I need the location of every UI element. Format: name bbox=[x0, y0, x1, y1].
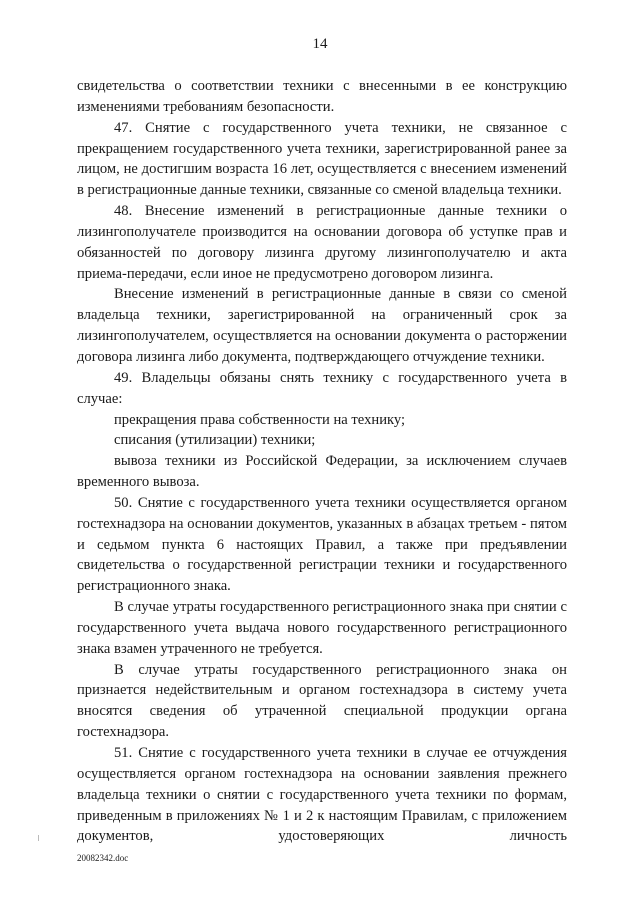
list-item: прекращения права собственности на технику; bbox=[114, 411, 406, 428]
list-item: списания (утилизации) техники; bbox=[114, 432, 316, 449]
paragraph: 51. Снятие с государственного учета техники в случае ее отчуждения осуществляется органом гостехнадзора на основании заявления прежнего владельца техники о снятии с государственного учета техники по формам, приведенным в приложениях № 1 и 2 к настоящим Правилам, с приложением документов, удостоверяющих личность bbox=[77, 745, 567, 845]
paragraph: 49. Владельцы обязаны снять технику с государственного учета в случае: bbox=[77, 369, 567, 407]
paragraph: Внесение изменений в регистрационные данные в связи со сменой владельца техники, зарегистрированной на ограниченный срок за лизингополучателем, осуществляется на основании документа о расторжении договора лизинга либо документа, подтверждающего отчуждение техники. bbox=[77, 286, 567, 365]
paragraph: В случае утраты государственного регистрационного знака при снятии с государственного учета выдача нового государственного регистрационного знака взамен утраченного не требуется. bbox=[77, 599, 567, 657]
page-number: 14 bbox=[312, 36, 328, 52]
paragraph: свидетельства о соответствии техники с внесенными в ее конструкцию изменениями требованиям безопасности. bbox=[77, 78, 567, 115]
document-body bbox=[77, 76, 567, 847]
paragraph: 47. Снятие с государственного учета техники, не связанное с прекращением государственного учета техники, зарегистрированной ранее за лицом, не достигшим возраста 16 лет, осуществляется с внесением изменений в регистрационные данные техники, связанные со сменой владельца техники. bbox=[77, 119, 567, 199]
paragraph: 48. Внесение изменений в регистрационные данные техники о лизингополучателе производится на основании договора об уступке прав и обязанностей по договору лизинга другому лизингополучателю и акта приема-передачи, если иное не предусмотрено договором лизинга. bbox=[77, 203, 567, 282]
footer-filename: 20082342.doc bbox=[77, 853, 129, 863]
paragraph: 50. Снятие с государственного учета техники осуществляется органом гостехнадзора на основании документов, указанных в абзацах третьем - пятом и седьмом пункта 6 настоящих Правил, а также при предъявлении свидетельства о государственной регистрации техники и государственного регистрационного знака. bbox=[77, 494, 567, 595]
paragraph: В случае утраты государственного регистрационного знака он признается недействительным и органом гостехнадзора в систему учета вносятся сведения об утраченной специальной продукции органа гостехнадзора. bbox=[77, 661, 567, 741]
list-item: вывоза техники из Российской Федерации, за исключением случаев временного вывоза. bbox=[77, 453, 567, 491]
margin-mark bbox=[38, 835, 39, 841]
